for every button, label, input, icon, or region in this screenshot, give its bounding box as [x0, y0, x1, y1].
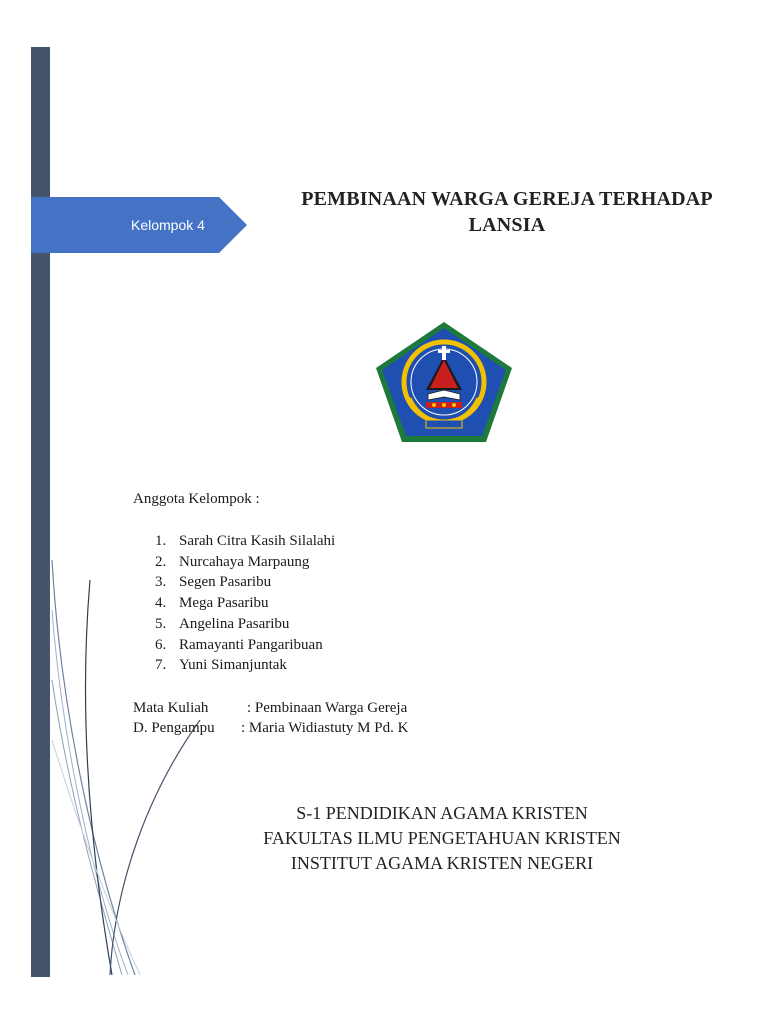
title-line-1: PEMBINAAN WARGA GEREJA TERHADAP	[301, 188, 713, 210]
course-info	[133, 698, 408, 738]
list-item: 3. Segen Pasaribu	[155, 574, 272, 591]
institution-footer	[212, 801, 672, 876]
footer-line-3: INSTITUT AGAMA KRISTEN NEGERI	[290, 853, 594, 873]
members-heading: Anggota Kelompok :	[133, 491, 260, 507]
list-item: 2. Nurcahaya Marpaung	[155, 553, 310, 570]
list-item: 5. Angelina Pasaribu	[155, 615, 290, 632]
lecturer-label: D. Pengampu	[133, 720, 215, 736]
group-tab-label: Kelompok 4	[131, 217, 205, 233]
title-line-2: LANSIA	[468, 214, 546, 236]
lecturer-value: : Maria Widiastuty M Pd. K	[241, 720, 409, 736]
list-item: 1. Sarah Citra Kasih Silalahi	[155, 533, 336, 549]
course-label: Mata Kuliah	[133, 700, 209, 716]
document-title	[262, 186, 752, 238]
side-bar	[31, 47, 50, 977]
members-list	[155, 531, 335, 676]
footer-line-1: S-1 PENDIDIKAN AGAMA KRISTEN	[296, 803, 588, 823]
institution-emblem-icon	[374, 320, 514, 444]
course-value: : Pembinaan Warga Gereja	[247, 700, 408, 716]
group-tab	[31, 197, 247, 253]
list-item: 7. Yuni Simanjuntak	[155, 657, 287, 674]
lecturer-row	[133, 718, 408, 738]
course-row	[133, 698, 408, 718]
list-item: 4. Mega Pasaribu	[155, 595, 269, 612]
footer-line-2: FAKULTAS ILMU PENGETAHUAN KRISTEN	[263, 828, 621, 848]
list-item: 6. Ramayanti Pangaribuan	[155, 636, 323, 653]
